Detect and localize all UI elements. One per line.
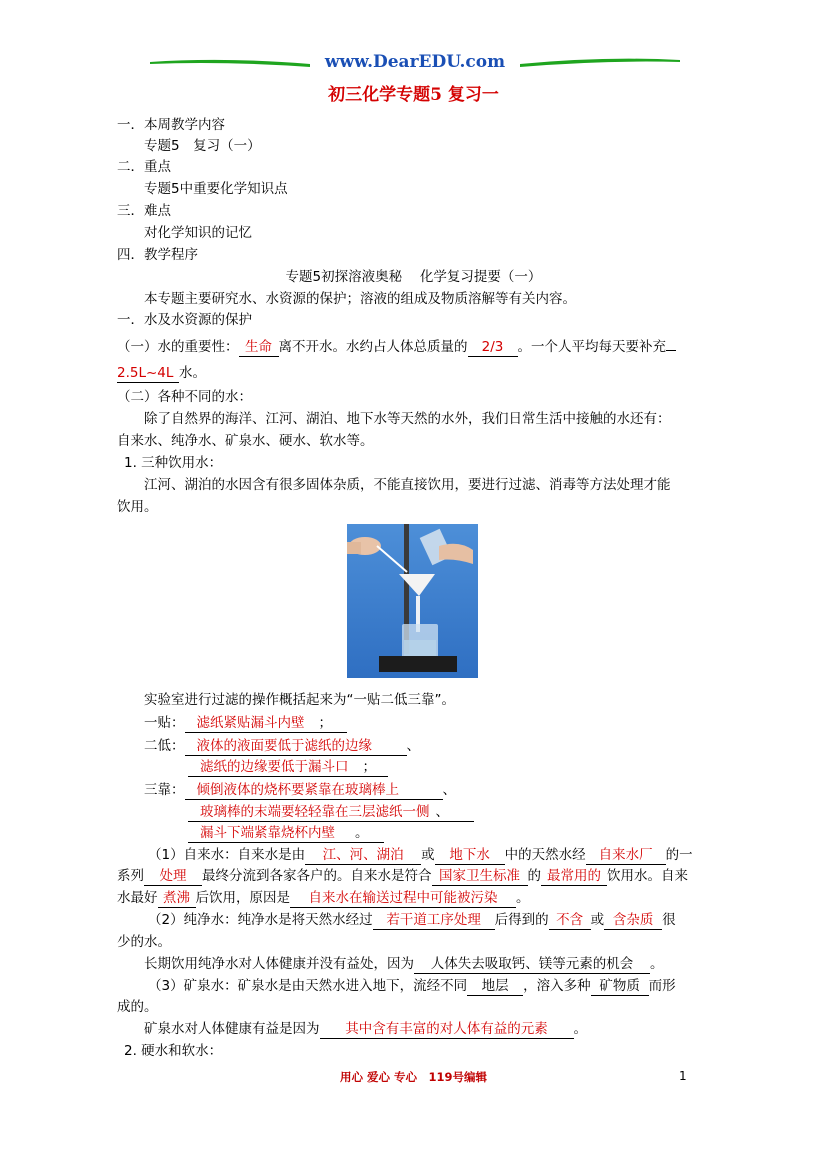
three-lean-3-end: 。 bbox=[355, 825, 369, 841]
blank-mineral-matter: 矿物质 bbox=[591, 978, 649, 996]
blank-three-lean-2 bbox=[188, 804, 474, 822]
drinking-water-paragraph-1: 江河、湖泊的水因含有很多固体杂质，不能直接饮用，要进行过滤、消毒等方法处理才能 bbox=[144, 477, 671, 493]
mineral-text-c: 而形 bbox=[648, 978, 676, 994]
blank-most-common: 最常用的 bbox=[541, 868, 607, 886]
blank-two-low-2 bbox=[188, 759, 388, 777]
three-lean-line-3 bbox=[188, 823, 384, 843]
blank-impurities: 含杂质 bbox=[604, 912, 662, 930]
blank-three-lean-1: 倾倒液体的烧杯要紧靠在玻璃棒上 bbox=[185, 782, 443, 800]
section-3-heading: 三．难点 bbox=[117, 203, 171, 219]
drinking-water-paragraph-2: 饮用。 bbox=[117, 499, 158, 515]
site-header-banner bbox=[150, 48, 680, 78]
tap-text-c: 中的天然水经 bbox=[504, 847, 586, 863]
blank-contamination-reason: 自来水在输送过程中可能被污染 bbox=[290, 890, 516, 908]
importance-label: （一）水的重要性： bbox=[117, 339, 239, 355]
pure-water-line-2: 少的水。 bbox=[117, 934, 171, 950]
two-low-line-2 bbox=[188, 757, 388, 777]
three-lean-3-answer: 漏斗下端紧靠烧杯内壁 bbox=[200, 825, 335, 841]
section-3-body: 对化学知识的记忆 bbox=[144, 225, 252, 241]
blank-national-standard: 国家卫生标准 bbox=[432, 868, 528, 886]
mineral-text-p2b: 。 bbox=[573, 1021, 587, 1037]
importance-text-c: 。一个人平均每天要补充 bbox=[517, 339, 666, 355]
kinds-heading: （二）各种不同的水： bbox=[117, 389, 252, 405]
blank-trailing bbox=[666, 350, 676, 351]
topic-subtitle: 专题5初探溶液奥秘 化学复习提要（一） bbox=[285, 269, 542, 285]
water-section-heading: 一．水及水资源的保护 bbox=[117, 312, 252, 328]
pure-water-line-1 bbox=[148, 910, 676, 930]
blank-daily-intake: 2.5L~4L bbox=[117, 365, 179, 383]
blank-boil: 煮沸 bbox=[158, 890, 196, 908]
filter-summary: 实验室进行过滤的操作概括起来为“一贴二低三靠”。 bbox=[144, 692, 455, 708]
tap-water-line-3 bbox=[117, 888, 530, 908]
tap-text-b: 或 bbox=[421, 847, 435, 863]
site-header-text: www.DearEDU.com bbox=[324, 52, 506, 72]
blank-strata: 地层 bbox=[467, 978, 523, 996]
blank-two-low-1: 液体的液面要低于滤纸的边缘 bbox=[185, 738, 407, 756]
pure-text-c: 或 bbox=[590, 912, 605, 928]
blank-beneficial-elements: 其中含有丰富的对人体有益的元素 bbox=[320, 1021, 574, 1039]
three-lean-line-2 bbox=[188, 802, 474, 822]
two-low-2-end: ； bbox=[362, 759, 376, 775]
importance-line-1 bbox=[117, 337, 676, 357]
pure-text-b: 后得到的 bbox=[494, 912, 549, 928]
two-low-line-1 bbox=[144, 736, 420, 756]
blank-life: 生命 bbox=[239, 339, 279, 357]
importance-line-2 bbox=[117, 363, 206, 383]
hard-soft-water-heading: 2. 硬水和软水： bbox=[124, 1043, 223, 1059]
two-low-2-answer: 滤纸的边缘要低于漏斗口 bbox=[200, 759, 349, 775]
tap-text-j: 水最好 bbox=[117, 890, 158, 906]
mineral-text-b: ，溶入多种 bbox=[523, 978, 591, 994]
page-title: 初三化学专题5 复习一 bbox=[328, 85, 499, 105]
three-lean-label: 三靠： bbox=[144, 782, 185, 798]
filtration-photo bbox=[347, 524, 478, 678]
section-2-body: 专题5中重要化学知识点 bbox=[144, 181, 288, 197]
kinds-paragraph-1: 除了自然界的海洋、江河、湖泊、地下水等天然的水外，我们日常生活中接触的水还有： bbox=[144, 411, 671, 427]
filtration-apparatus-icon bbox=[347, 524, 478, 678]
two-low-1-end: 、 bbox=[406, 738, 420, 754]
one-stick-label: 一贴： bbox=[144, 715, 185, 731]
blank-minerals-loss: 人体失去吸取钙、镁等元素的机会 bbox=[414, 956, 650, 974]
section-4-heading: 四．教学程序 bbox=[117, 247, 198, 263]
blank-rivers: 江、河、湖泊 bbox=[305, 847, 421, 865]
kinds-paragraph-2: 自来水、纯净水、矿泉水、硬水、软水等。 bbox=[117, 433, 374, 449]
importance-text-d: 水。 bbox=[179, 365, 206, 381]
tap-text-l: 。 bbox=[516, 890, 530, 906]
blank-processes: 若干道工序处理 bbox=[373, 912, 495, 930]
tap-text-a: （1）自来水：自来水是由 bbox=[148, 847, 306, 863]
section-2-heading: 二．重点 bbox=[117, 159, 171, 175]
blank-two-thirds: 2/3 bbox=[468, 339, 518, 357]
blank-waterworks: 自来水厂 bbox=[586, 847, 666, 865]
blank-three-lean-3 bbox=[188, 825, 384, 843]
two-low-label: 二低： bbox=[144, 738, 185, 754]
tap-text-i: 饮用水。自来 bbox=[607, 868, 688, 884]
blank-treatment: 处理 bbox=[144, 868, 202, 886]
page-number: 1 bbox=[679, 1069, 687, 1083]
blank-free-of: 不含 bbox=[549, 912, 591, 930]
drinking-water-heading: 1. 三种饮用水： bbox=[124, 455, 223, 471]
pure-text-a: （2）纯净水：纯净水是将天然水经过 bbox=[148, 912, 373, 928]
tap-water-line-2 bbox=[117, 866, 688, 886]
three-lean-2-answer: 玻璃棒的末端要轻轻靠在三层滤纸一侧 bbox=[200, 804, 430, 820]
pure-text-p2a: 长期饮用纯净水对人体健康并没有益处，因为 bbox=[144, 956, 414, 972]
pure-text-d: 很 bbox=[662, 912, 676, 928]
pure-text-p2b: 。 bbox=[650, 956, 664, 972]
blank-one-stick bbox=[185, 715, 347, 733]
mineral-water-line-1 bbox=[148, 976, 676, 996]
three-lean-2-end: 、 bbox=[435, 804, 449, 820]
tap-text-h: 的 bbox=[527, 868, 541, 884]
mineral-water-line-3 bbox=[144, 1019, 587, 1039]
tap-text-d: 的一 bbox=[665, 847, 693, 863]
one-stick-end: ； bbox=[318, 715, 332, 731]
mineral-water-line-2: 成的。 bbox=[117, 999, 158, 1015]
mineral-text-a: （3）矿泉水：矿泉水是由天然水进入地下，流经不同 bbox=[148, 978, 468, 994]
tap-text-e: 系列 bbox=[117, 868, 144, 884]
three-lean-1-end: 、 bbox=[442, 782, 456, 798]
one-stick-line bbox=[144, 713, 347, 733]
tap-water-line-1 bbox=[148, 845, 693, 865]
section-1-heading: 一．本周教学内容 bbox=[117, 117, 225, 133]
three-lean-line-1 bbox=[144, 780, 456, 800]
tap-text-g: 最终分流到各家各户的。自来水是符合 bbox=[202, 868, 432, 884]
intro-paragraph: 本专题主要研究水、水资源的保护；溶液的组成及物质溶解等有关内容。 bbox=[144, 291, 576, 307]
pure-water-line-3 bbox=[144, 954, 664, 974]
section-1-body: 专题5 复习（一） bbox=[144, 138, 261, 154]
blank-groundwater: 地下水 bbox=[435, 847, 505, 865]
importance-text-b: 离不开水。水约占人体总质量的 bbox=[278, 339, 468, 355]
tap-text-k: 后饮用，原因是 bbox=[195, 890, 290, 906]
mineral-text-p2a: 矿泉水对人体健康有益是因为 bbox=[144, 1021, 320, 1037]
page-footer: 用心 爱心 专心 119号编辑 bbox=[339, 1070, 487, 1084]
one-stick-answer: 滤纸紧贴漏斗内壁 bbox=[196, 715, 305, 731]
